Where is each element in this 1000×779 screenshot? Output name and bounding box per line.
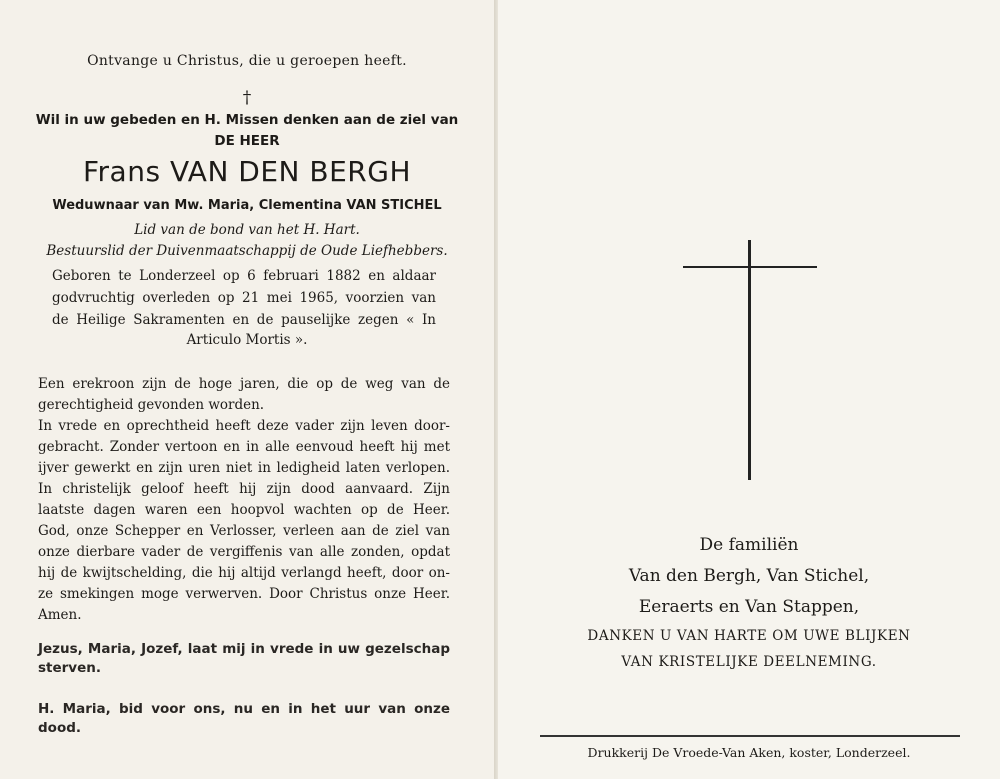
printer-credit: Drukkerij De Vroede-Van Aken, koster, Londerzeel. bbox=[587, 745, 911, 760]
thanks-line-2: VAN KRISTELIJKE DEELNEMING. bbox=[621, 654, 877, 670]
eulogy-line: God, onze Schepper en Verlosser, verleen aan de ziel van bbox=[38, 523, 450, 539]
birth-line: godvruchtig overleden op 21 mei 1965, voorzien van bbox=[52, 290, 436, 306]
families-intro: De familiën bbox=[699, 535, 799, 555]
eulogy-line: ijver gewerkt en zijn uren niet in ledigheid laten verlopen. bbox=[38, 460, 450, 476]
board-line: Bestuurslid der Duivenmaatschappij de Oude Liefhebbers. bbox=[46, 243, 448, 259]
thanks-line-1: DANKEN U VAN HARTE OM UWE BLIJKEN bbox=[587, 628, 911, 644]
families-names-1: Van den Bergh, Van Stichel, bbox=[628, 566, 870, 586]
cross-icon bbox=[748, 240, 751, 480]
birth-line: Geboren te Londerzeel op 6 februari 1882 en aldaar bbox=[52, 268, 436, 284]
cross-icon-bar bbox=[683, 266, 817, 268]
eulogy-line: laatste dagen waren een hoopvol wachten op de Heer. bbox=[38, 502, 450, 518]
birth-line: Articulo Mortis ». bbox=[186, 332, 308, 348]
eulogy-line: gebracht. Zonder vertoon en in alle eenvoud heeft hij met bbox=[38, 439, 450, 455]
cross-symbol: † bbox=[242, 88, 252, 108]
prayer-h-maria: H. Maria, bid voor ons, nu en in het uur van onze dood. bbox=[38, 701, 450, 736]
deceased-name: Frans VAN DEN BERGH bbox=[82, 155, 412, 188]
motto: Ontvange u Christus, die u geroepen heeft. bbox=[87, 53, 407, 69]
eulogy-line: hij de kwijtschelding, die hij altijd verlangd heeft, door on- bbox=[38, 565, 450, 581]
divider bbox=[540, 735, 960, 737]
prayer-request: Wil in uw gebeden en H. Missen denken aan de ziel van bbox=[35, 112, 459, 128]
eulogy-line: onze dierbare vader de vergiffenis van alle zonden, opdat bbox=[38, 544, 450, 560]
widower-line: Weduwnaar van Mw. Maria, Clementina VAN STICHEL bbox=[52, 198, 442, 213]
birth-line: de Heilige Sakramenten en de pauselijke zegen « In bbox=[52, 312, 436, 328]
membership-line: Lid van de bond van het H. Hart. bbox=[134, 222, 360, 238]
eulogy-line: Een erekroon zijn de hoge jaren, die op de weg van de bbox=[38, 376, 450, 392]
eulogy-line: ze smekingen moge verwerven. Door Christus onze Heer. bbox=[38, 586, 450, 602]
eulogy-line: Amen. bbox=[38, 607, 82, 623]
prayer-jesus-maria-jozef: Jezus, Maria, Jozef, laat mij in vrede in uw gezelschap sterven. bbox=[38, 641, 450, 676]
eulogy-line: In vrede en oprechtheid heeft deze vader zijn leven door- bbox=[38, 418, 450, 434]
eulogy-line: In christelijk geloof heeft hij zijn dood aanvaard. Zijn bbox=[38, 481, 450, 497]
families-names-2: Eeraerts en Van Stappen, bbox=[638, 597, 860, 617]
title-de-heer: DE HEER bbox=[214, 133, 280, 149]
eulogy-line: gerechtigheid gevonden worden. bbox=[38, 397, 265, 413]
